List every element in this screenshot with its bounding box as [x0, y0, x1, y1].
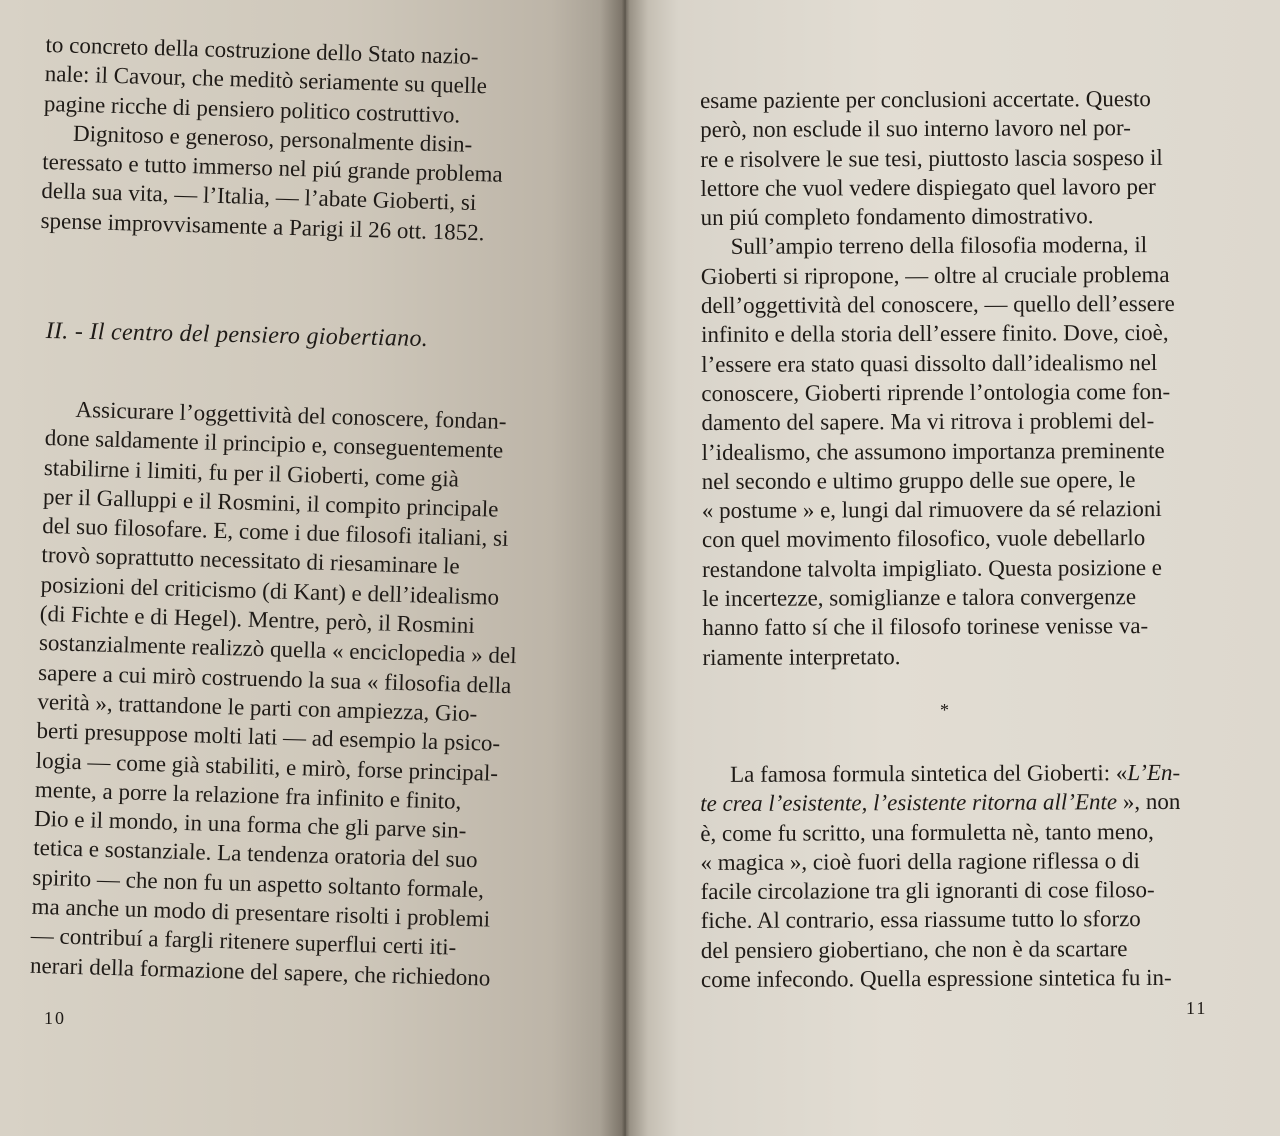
- text-line: riamente interpretato.: [702, 643, 901, 670]
- text-line: l’idealismo, che assumono importanza preminente: [701, 437, 1165, 465]
- text-line: pagine ricche di pensiero politico costruttivo.: [43, 90, 461, 128]
- text-line: l’essere era stato quasi dissolto dall’idealismo nel: [701, 349, 1158, 377]
- text-line: Sull’ampio terreno della filosofia moderna, il: [730, 232, 1148, 260]
- formula-tail: », non: [1117, 789, 1181, 815]
- right-page-text: [700, 84, 1218, 672]
- text-line: « postume » e, lungi dal rimuovere da sé relazioni: [701, 496, 1162, 524]
- text-line: della sua vita, — l’Italia, — l’abate Gioberti, si: [41, 178, 477, 216]
- text-line: le incertezze, somiglianze e talora convergenze: [702, 584, 1137, 612]
- text-line: sapere a cui mirò costruendo la sua « filosofia della: [37, 659, 512, 698]
- text-line: esame paziente per conclusioni accertate. Questo: [700, 86, 1151, 113]
- section-asterisk: *: [940, 700, 949, 720]
- text-line: facile circolazione tra gli ignoranti di cose filoso-: [700, 877, 1155, 905]
- text-line: hanno fatto sí che il filosofo torinese venisse va-: [702, 613, 1149, 641]
- text-line: nerari della formazione del sapere, che richiedono: [29, 952, 491, 991]
- text-line: fiche. Al contrario, essa riassume tutto lo sforzo: [700, 906, 1141, 934]
- text-line: Dio e il mondo, in una forma che gli parve sin-: [33, 805, 467, 844]
- text-line: [700, 787, 1215, 819]
- text-line: per il Galluppi e il Rosmini, il compito principale: [42, 483, 499, 522]
- formula-intro: La famosa formula sintetica del Gioberti: «: [730, 760, 1128, 787]
- text-line: Dignitoso e generoso, personalmente disin-: [72, 120, 473, 157]
- text-line: — contribuí a fargli ritenere superflui certi iti-: [30, 923, 457, 961]
- text-line: Gioberti si ripropone, — oltre al cruciale problema: [700, 261, 1170, 289]
- text-line: damento del sapere. Ma vi ritrova i problemi del-: [701, 408, 1155, 436]
- text-line: « magica », cioè fuori della ragione riflessa o di: [700, 847, 1140, 875]
- text-line: mente, a porre la relazione fra infinito e finito,: [34, 776, 462, 814]
- left-page-main-text: [30, 394, 571, 994]
- text-line: come infecondo. Quella espressione sintetica fu in-: [700, 965, 1172, 993]
- text-line: nale: il Cavour, che meditò seriamente su quelle: [44, 61, 488, 99]
- text-line: ma anche un modo di presentare risolti i problemi: [31, 893, 491, 932]
- text-line: spense improvvisamente a Parigi il 26 ott. 1852.: [40, 207, 485, 246]
- page-number-left: 10: [44, 1008, 66, 1028]
- text-line: logia — come già stabiliti, e mirò, forse principal-: [35, 747, 499, 786]
- text-line: nel secondo e ultimo gruppo delle sue opere, le: [701, 466, 1136, 494]
- text-line: done saldamente il principio e, conseguentemente: [44, 425, 504, 464]
- text-line: conoscere, Gioberti riprende l’ontologia come fon-: [701, 378, 1171, 406]
- text-line: [700, 758, 1215, 790]
- text-line: del suo filosofare. E, come i due filosofi italiani, si: [41, 513, 509, 552]
- text-line: stabilirne i limiti, fu per il Gioberti, come già: [43, 454, 460, 492]
- book-gutter: [600, 0, 648, 1136]
- text-line: è, come fu scritto, una formuletta nè, tanto meno,: [700, 818, 1154, 846]
- text-line: posizioni del criticismo (di Kant) e dell’idealismo: [40, 571, 500, 610]
- left-page-text: [40, 30, 571, 250]
- page-number-right: 11: [1186, 998, 1208, 1018]
- text-line: infinito e della storia dell’essere finito. Dove, cioè,: [701, 320, 1169, 348]
- text-line: sostanzialmente realizzò quella « enciclopedia » del: [38, 630, 517, 669]
- text-line: restandone talvolta impigliato. Questa posizione e: [702, 554, 1163, 582]
- text-line: dell’oggettività del conoscere, — quello dell’essere: [700, 291, 1175, 319]
- text-line: verità », trattandone le parti con ampiezza, Gio-: [37, 688, 478, 727]
- text-line: re e risolvere le sue tesi, piuttosto lascia sospeso il: [700, 144, 1163, 172]
- text-line: tetica e sostanziale. La tendenza oratoria del suo: [32, 835, 478, 873]
- text-line: con quel movimento filosofico, vuole debellarlo: [701, 525, 1146, 553]
- text-line: un piú completo fondamento dimostrativo.: [700, 203, 1094, 231]
- formula-italic: L’En-: [1127, 759, 1181, 786]
- text-line: teressato e tutto immerso nel piú grande problema: [41, 149, 504, 187]
- text-line: Assicurare l’oggettività del conoscere, fondan-: [75, 396, 507, 434]
- text-line: però, non esclude il suo interno lavoro nel por-: [700, 115, 1131, 143]
- formula-italic: te crea l’esistente, l’esistente ritorna all’Ente: [700, 789, 1118, 817]
- text-line: berti presuppose molti lati — ad esempio la psico-: [36, 718, 501, 757]
- text-line: del pensiero giobertiano, che non è da scartare: [700, 935, 1128, 963]
- text-line: (di Fichte e di Hegel). Mentre, però, il Rosmini: [39, 600, 476, 639]
- text-line: to concreto della costruzione dello Stato nazio-: [45, 31, 479, 70]
- text-line: lettore che vuol vedere dispiegato quel lavoro per: [700, 173, 1156, 201]
- text-line: spirito — che non fu un aspetto soltanto formale,: [32, 864, 485, 903]
- right-page-lower-text: [700, 758, 1216, 995]
- section-heading: II. - Il centro del pensiero giobertiano.: [45, 318, 429, 353]
- text-line: trovò soprattutto necessitato di riesaminare le: [41, 542, 461, 580]
